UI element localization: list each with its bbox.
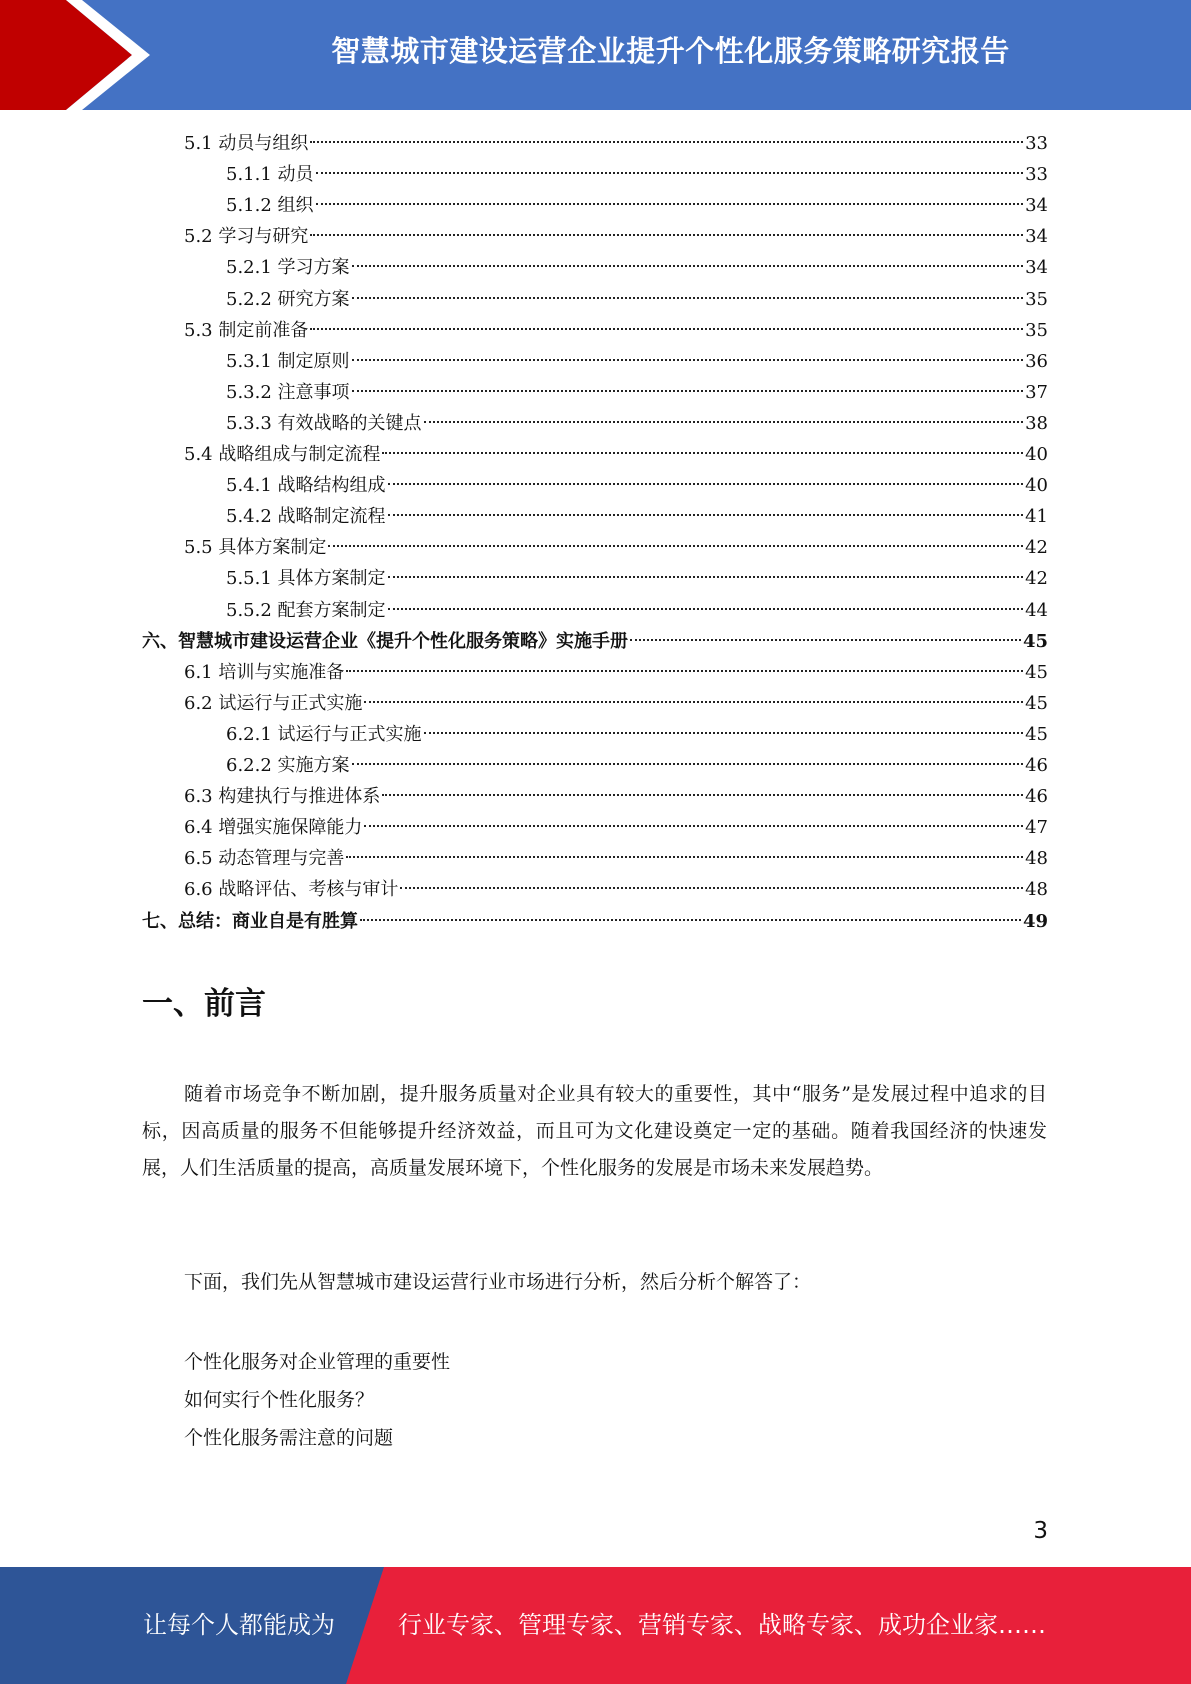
toc-entry-page: 40 (1025, 444, 1048, 465)
toc-entry-page: 34 (1025, 195, 1048, 217)
footer-slogan-left: 让每个人都能成为 (143, 1611, 335, 1639)
toc-dot-leader (352, 359, 1024, 361)
toc-entry-title: 5.3 制定前准备 (184, 319, 309, 341)
toc-entry-title: 6.3 构建执行与推进体系 (184, 786, 381, 808)
toc-entry[interactable] (184, 812, 1048, 843)
toc-entry[interactable] (226, 719, 1048, 750)
toc-entry-title: 6.6 战略评估、考核与审计 (184, 879, 399, 901)
toc-entry-title: 5.2 学习与研究 (184, 226, 309, 248)
list-item: 如何实行个性化服务？ (184, 1389, 375, 1411)
list-item: 个性化服务需注意的问题 (184, 1427, 394, 1449)
toc-entry-page: 46 (1025, 786, 1048, 808)
toc-entry-title: 5.5.2 配套方案制定 (226, 599, 386, 621)
toc-entry-title: 6.2.2 实施方案 (226, 755, 350, 776)
footer-banner (0, 1567, 1191, 1684)
toc-dot-leader (352, 390, 1024, 392)
toc-entry-title: 5.2.1 学习方案 (226, 257, 350, 279)
toc-entry-title: 5.3.3 有效战略的关键点 (226, 412, 422, 434)
toc-entry[interactable] (184, 781, 1048, 812)
section-heading: 一、前言 (142, 986, 266, 1022)
toc-dot-leader (400, 887, 1023, 889)
toc-dot-leader (346, 856, 1023, 858)
toc-dot-leader (316, 172, 1024, 174)
toc-entry-page: 33 (1025, 133, 1048, 154)
toc-dot-leader (328, 545, 1023, 547)
toc-entry-page: 45 (1025, 692, 1048, 714)
toc-entry[interactable] (184, 439, 1048, 470)
toc-entry-title: 5.1.1 动员 (226, 164, 314, 186)
toc-entry-title: 5.5.1 具体方案制定 (226, 568, 386, 590)
toc-entry-page: 34 (1025, 226, 1048, 248)
toc-dot-leader (310, 328, 1023, 330)
toc-entry[interactable] (226, 252, 1048, 283)
toc-entry[interactable] (142, 906, 1048, 937)
toc-entry-title: 6.5 动态管理与完善 (184, 848, 345, 870)
toc-entry-page: 34 (1025, 257, 1048, 279)
toc-dot-leader (630, 639, 1021, 641)
toc-dot-leader (388, 576, 1024, 578)
toc-entry[interactable] (226, 284, 1048, 315)
toc-dot-leader (352, 297, 1024, 299)
toc-entry-title: 5.5 具体方案制定 (184, 537, 327, 559)
toc-entry-page: 46 (1025, 755, 1048, 776)
analysis-paragraph: 下面，我们先从智慧城市建设运营行业市场进行分析，然后分析个解答了： (184, 1271, 812, 1293)
toc-dot-leader (364, 701, 1023, 703)
toc-entry[interactable] (184, 128, 1048, 159)
toc-entry-title: 5.4.2 战略制定流程 (226, 506, 386, 528)
toc-dot-leader (346, 670, 1023, 672)
toc-dot-leader (364, 825, 1023, 827)
document-title: 智慧城市建设运营企业提升个性化服务策略研究报告 (331, 34, 1010, 68)
toc-entry-title: 5.4.1 战略结构组成 (226, 475, 386, 497)
list-item: 个性化服务对企业管理的重要性 (184, 1351, 451, 1373)
toc-entry-page: 38 (1025, 412, 1048, 434)
toc-entry-page: 47 (1025, 817, 1048, 839)
toc-entry-page: 33 (1025, 164, 1048, 186)
toc-entry[interactable] (184, 874, 1048, 905)
toc-dot-leader (310, 234, 1023, 236)
toc-entry-title: 5.3.1 制定原则 (226, 350, 350, 372)
toc-entry-title: 七、总结：商业自是有胜算 (142, 910, 358, 932)
toc-entry-title: 5.1 动员与组织 (184, 133, 309, 154)
toc-entry[interactable] (226, 190, 1048, 221)
toc-entry-title: 6.2 试运行与正式实施 (184, 692, 363, 714)
toc-entry-title: 6.2.1 试运行与正式实施 (226, 723, 422, 745)
toc-entry[interactable] (226, 346, 1048, 377)
toc-entry[interactable] (184, 221, 1048, 252)
toc-entry[interactable] (142, 626, 1048, 657)
toc-entry-page: 44 (1025, 599, 1048, 621)
toc-dot-leader (388, 608, 1024, 610)
toc-entry[interactable] (226, 563, 1048, 594)
toc-entry-title: 6.4 增强实施保障能力 (184, 817, 363, 839)
toc-entry[interactable] (226, 408, 1048, 439)
toc-entry[interactable] (226, 159, 1048, 190)
toc-entry-page: 42 (1025, 537, 1048, 559)
toc-dot-leader (316, 203, 1024, 205)
toc-entry-page: 48 (1025, 848, 1048, 870)
toc-entry-page: 37 (1025, 381, 1048, 403)
toc-dot-leader (388, 514, 1024, 516)
toc-entry-title: 5.3.2 注意事项 (226, 381, 350, 403)
toc-entry-title: 6.1 培训与实施准备 (184, 661, 345, 683)
footer-slogan-right: 行业专家、管理专家、营销专家、战略专家、成功企业家…… (398, 1611, 1046, 1639)
toc-entry-title: 5.1.2 组织 (226, 195, 314, 217)
toc-dot-leader (424, 732, 1024, 734)
toc-dot-leader (352, 265, 1024, 267)
toc-entry-page: 45 (1025, 723, 1048, 745)
toc-entry-page: 42 (1025, 568, 1048, 590)
topic-list (184, 1343, 450, 1457)
toc-entry-page: 40 (1025, 475, 1048, 497)
toc-entry-page: 48 (1025, 879, 1048, 901)
toc-dot-leader (424, 421, 1024, 423)
page-number: 3 (1033, 1518, 1048, 1544)
toc-entry-title: 六、智慧城市建设运营企业《提升个性化服务策略》实施手册 (142, 630, 628, 652)
toc-entry[interactable] (226, 470, 1048, 501)
toc-dot-leader (382, 794, 1023, 796)
toc-entry[interactable] (184, 843, 1048, 874)
toc-entry[interactable] (184, 688, 1048, 719)
intro-paragraph: 随着市场竞争不断加剧，提升服务质量对企业具有较大的重要性，其中“服务”是发展过程中追求的目标，因高质量的服务不但能够提升经济效益，而且可为文化建设奠定一定的基础。随着我国经济的快速发展，人们生活质量的提高，高质量发展环境下，个性化服务的发展是市场未来发展趋势。 (142, 1083, 1047, 1179)
toc-entry[interactable] (184, 315, 1048, 346)
toc-entry-title: 5.4 战略组成与制定流程 (184, 444, 381, 465)
toc-dot-leader (310, 141, 1023, 143)
toc-dot-leader (382, 452, 1023, 454)
toc-entry[interactable] (226, 501, 1048, 532)
toc-entry[interactable] (226, 595, 1048, 626)
toc-dot-leader (360, 919, 1021, 921)
toc-dot-leader (388, 483, 1024, 485)
toc-entry-page: 49 (1022, 910, 1048, 932)
toc-entry-page: 35 (1025, 319, 1048, 341)
toc-dot-leader (352, 763, 1024, 765)
toc-entry[interactable] (184, 532, 1048, 563)
header-banner (0, 0, 1191, 110)
toc-entry[interactable] (226, 750, 1048, 781)
toc-entry-page: 35 (1025, 288, 1048, 310)
toc-entry-title: 5.2.2 研究方案 (226, 288, 350, 310)
toc-entry-page: 45 (1025, 661, 1048, 683)
toc-entry[interactable] (226, 377, 1048, 408)
toc-entry-page: 36 (1025, 350, 1048, 372)
toc-entry[interactable] (184, 657, 1048, 688)
toc-entry-page: 41 (1025, 506, 1048, 528)
toc-entry-page: 45 (1022, 630, 1048, 652)
